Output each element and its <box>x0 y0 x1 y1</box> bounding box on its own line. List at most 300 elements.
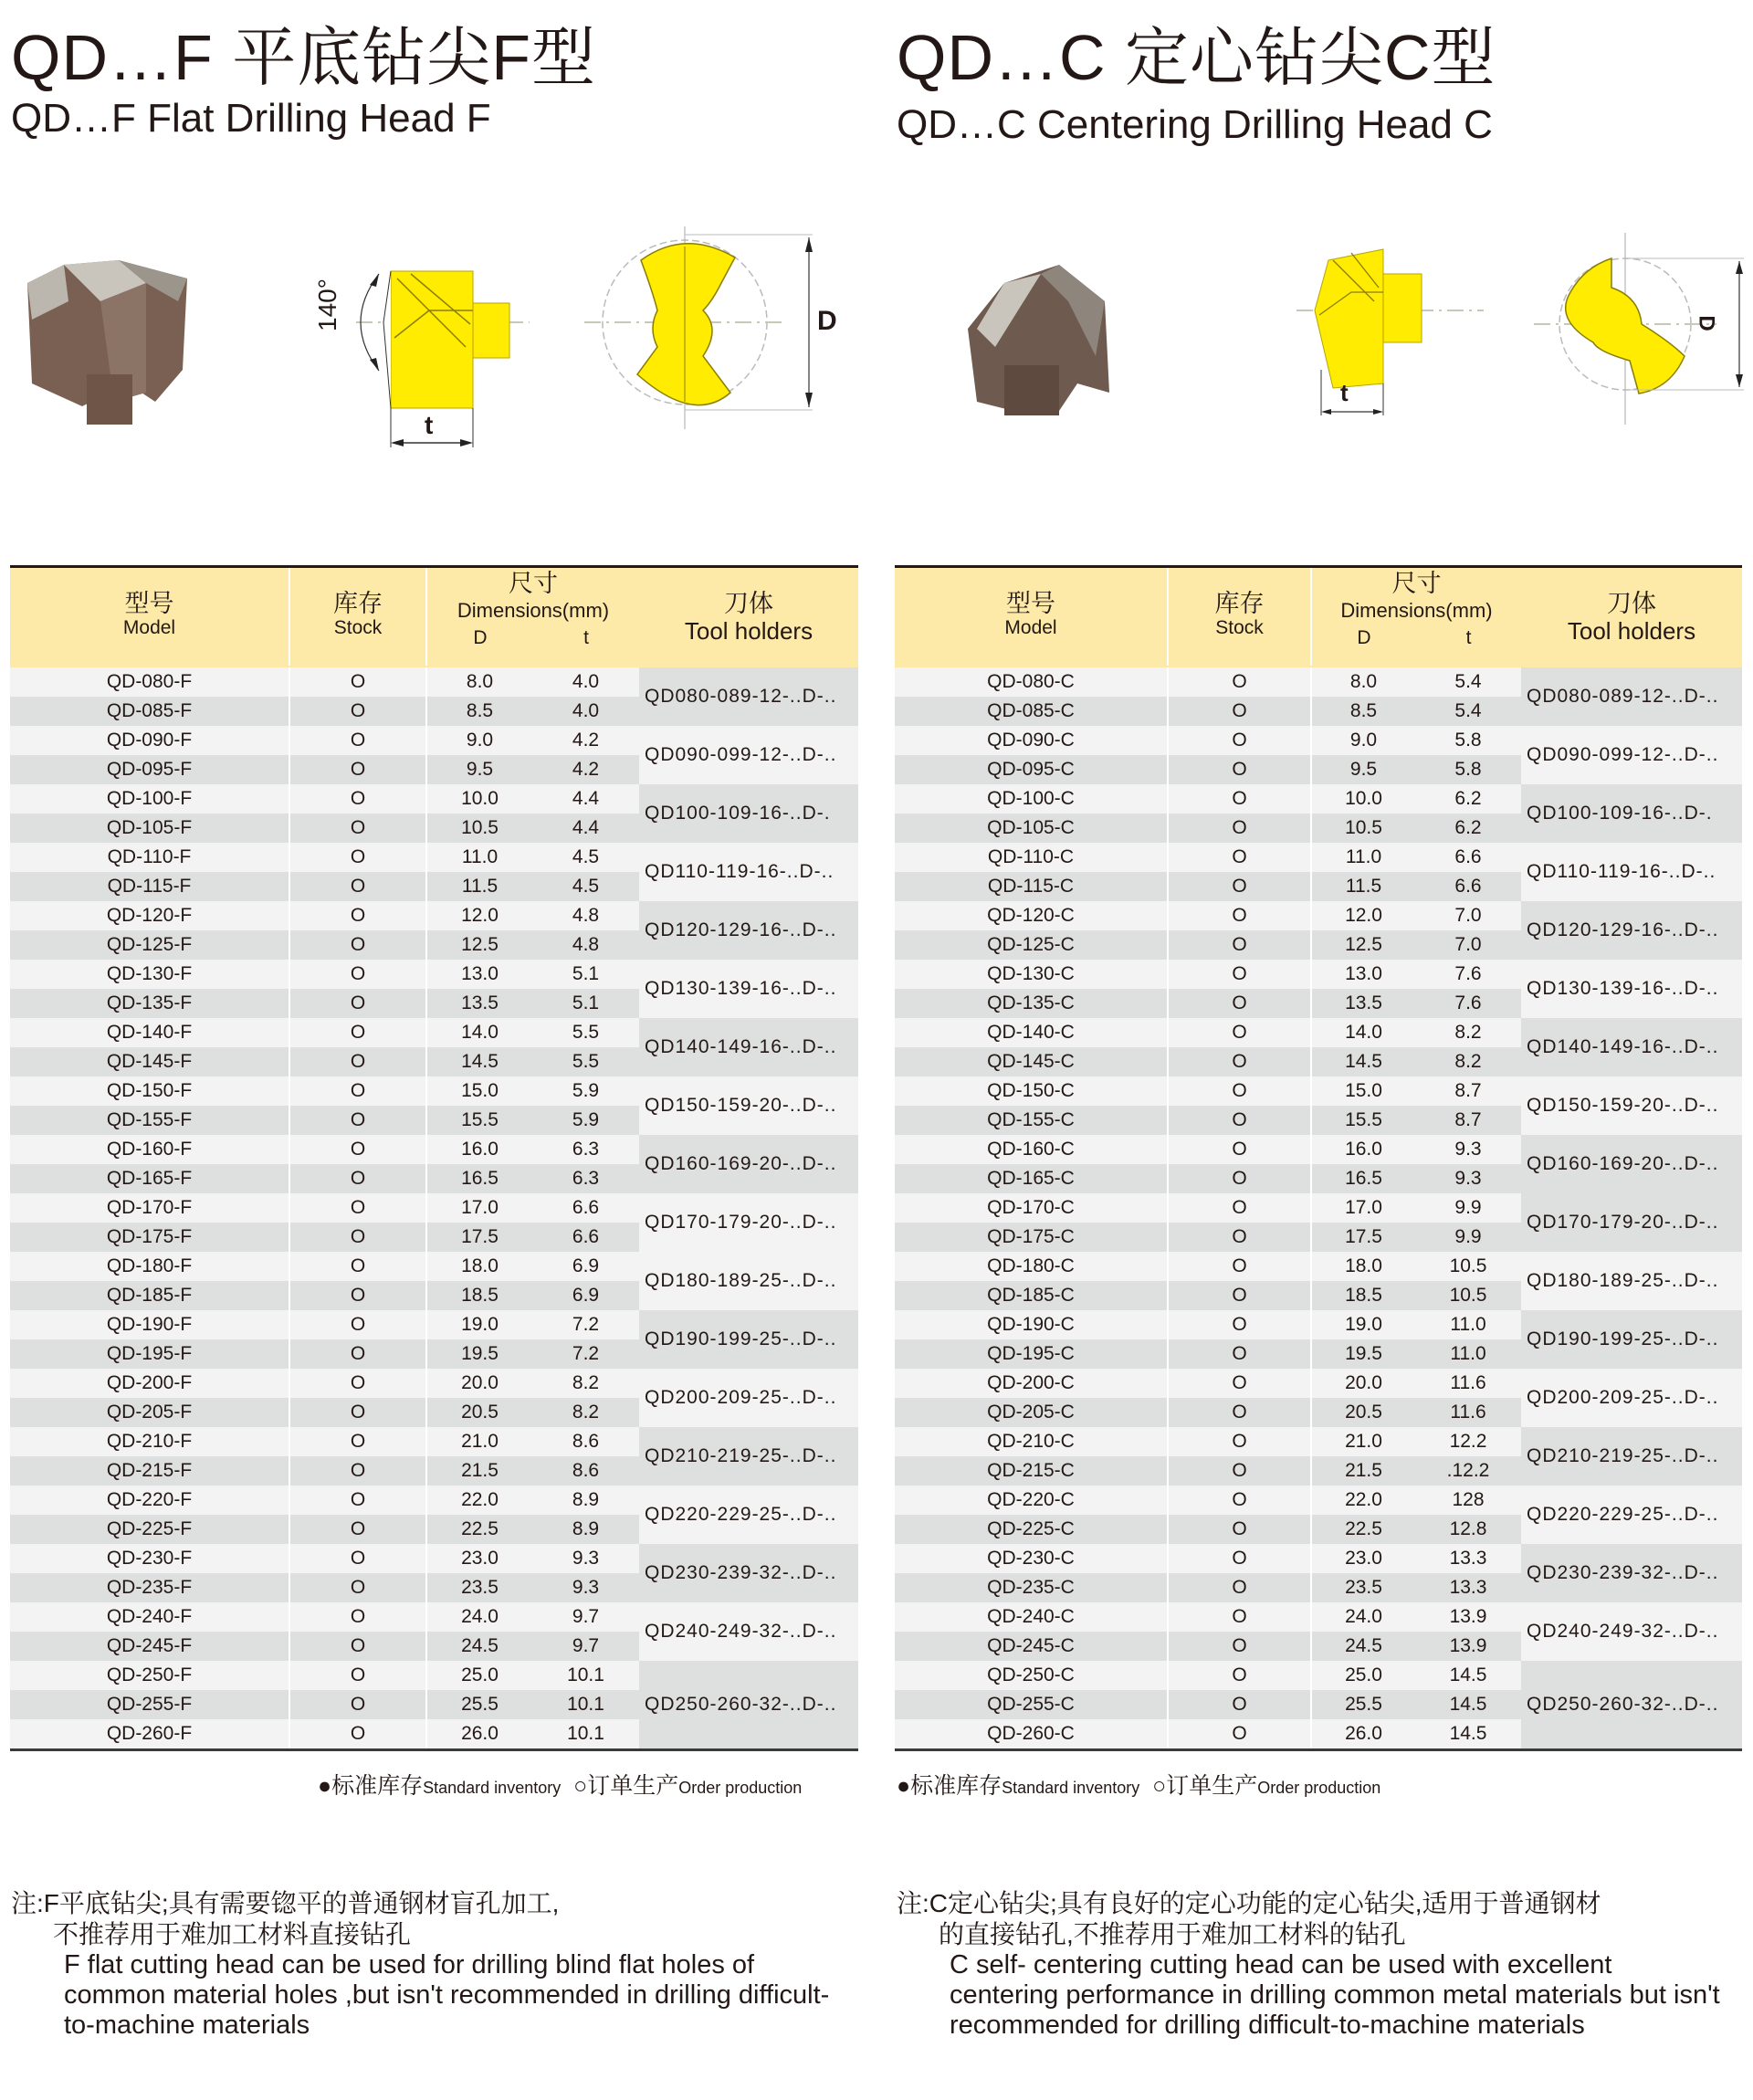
legend-filled-cn: 标准库存 <box>910 1773 1002 1799</box>
table-row <box>10 1339 639 1369</box>
d-dimension-label: D <box>1694 315 1719 331</box>
d-cell: 15.5 <box>425 1106 532 1135</box>
note-en: F flat cutting head can be used for drilling blind flat holes of common material holes ,but isn't recommended in drilling difficult-to-machine materials <box>64 1950 830 2040</box>
model-cell: QD-255-F <box>106 1694 193 1715</box>
t-cell: 128 <box>1452 1489 1485 1510</box>
model-cell: QD-205-F <box>106 1402 193 1423</box>
stock-cell: O <box>289 1193 425 1223</box>
table-row <box>10 1544 639 1573</box>
t-cell: 11.0 <box>1450 1314 1486 1335</box>
f-legend <box>318 1768 802 1801</box>
stock-cell: O <box>289 1369 425 1398</box>
t-cell: 5.9 <box>572 1109 600 1130</box>
stock-cell: O <box>1167 1690 1310 1719</box>
table-header <box>895 565 1742 667</box>
t-cell: 8.9 <box>572 1489 600 1510</box>
table-row <box>10 1252 639 1281</box>
stock-cell: O <box>289 930 425 960</box>
tool-header-en: Tool holders <box>1567 617 1696 645</box>
c-note <box>897 1888 1727 2041</box>
t-cell: 6.6 <box>1454 846 1482 867</box>
d-cell: 8.0 <box>1310 667 1415 697</box>
tool-holder-cell: QD250-260-32-..D-.. <box>1521 1661 1742 1748</box>
table-row <box>10 1369 639 1398</box>
model-cell: QD-235-C <box>987 1577 1075 1598</box>
d-cell: 10.5 <box>1310 814 1415 843</box>
f-product-photo <box>9 247 192 429</box>
d-cell: 25.0 <box>1310 1661 1415 1690</box>
d-cell: 19.5 <box>425 1339 532 1369</box>
table-row <box>10 726 639 755</box>
model-cell: QD-155-F <box>106 1109 193 1130</box>
table-row <box>10 1427 639 1456</box>
tool-holder-cell: QD240-249-32-..D-.. <box>639 1602 858 1661</box>
model-cell: QD-175-C <box>987 1226 1075 1247</box>
t-cell: 5.1 <box>572 992 600 1013</box>
model-cell: QD-150-C <box>987 1080 1075 1101</box>
d-cell: 24.0 <box>425 1602 532 1632</box>
t-cell: 5.5 <box>572 1051 600 1072</box>
t-cell: 9.7 <box>572 1635 600 1656</box>
c-spec-table <box>895 565 1742 1749</box>
stock-cell: O <box>1167 1427 1310 1456</box>
tool-holder-cell: QD110-119-16-..D-.. <box>1521 843 1742 901</box>
d-cell: 20.5 <box>1310 1398 1415 1427</box>
model-cell: QD-125-C <box>987 934 1075 955</box>
tool-holder-cell: QD130-139-16-..D-.. <box>1521 960 1742 1018</box>
stock-cell: O <box>289 726 425 755</box>
col-model <box>10 568 289 666</box>
stock-cell: O <box>1167 1369 1310 1398</box>
legend-open-cn: 订单生产 <box>1166 1773 1258 1799</box>
d-cell: 19.0 <box>1310 1310 1415 1339</box>
d-cell: 22.5 <box>1310 1515 1415 1544</box>
t-cell: 14.5 <box>1449 1694 1487 1715</box>
d-cell: 21.5 <box>1310 1456 1415 1486</box>
d-cell: 18.0 <box>425 1252 532 1281</box>
t-dimension-label: t <box>425 411 434 439</box>
t-cell: 4.0 <box>572 671 600 692</box>
model-cell: QD-080-F <box>106 671 193 692</box>
tool-holder-cell: QD140-149-16-..D-.. <box>639 1018 858 1076</box>
model-cell: QD-255-C <box>987 1694 1075 1715</box>
f-technical-drawing <box>292 219 858 457</box>
t-cell: 5.4 <box>1454 671 1482 692</box>
stock-cell: O <box>289 1310 425 1339</box>
stock-cell: O <box>289 1398 425 1427</box>
model-cell: QD-260-F <box>106 1723 193 1744</box>
d-cell: 25.0 <box>425 1661 532 1690</box>
stock-cell: O <box>289 1076 425 1106</box>
table-row <box>895 1281 1521 1310</box>
model-cell: QD-250-C <box>987 1664 1075 1685</box>
t-cell: 8.6 <box>572 1460 600 1481</box>
d-cell: 24.5 <box>1310 1632 1415 1661</box>
t-cell: 5.1 <box>572 963 600 984</box>
t-cell: 4.5 <box>572 876 600 897</box>
model-cell: QD-135-F <box>106 992 193 1013</box>
table-row <box>895 1369 1521 1398</box>
stock-cell: O <box>289 1661 425 1690</box>
d-cell: 22.5 <box>425 1515 532 1544</box>
table-row <box>10 1632 639 1661</box>
model-cell: QD-085-C <box>987 700 1075 721</box>
stock-cell: O <box>1167 697 1310 726</box>
model-cell: QD-150-F <box>106 1080 193 1101</box>
model-cell: QD-100-F <box>106 788 193 809</box>
d-cell: 12.5 <box>1310 930 1415 960</box>
tool-holder-cell: QD100-109-16-..D-. <box>639 784 858 843</box>
tool-holder-cell: QD120-129-16-..D-.. <box>1521 901 1742 960</box>
model-cell: QD-210-F <box>106 1431 193 1452</box>
table-row <box>10 1281 639 1310</box>
table-row <box>10 1486 639 1515</box>
tool-holder-cell: QD080-089-12-..D-.. <box>639 667 858 726</box>
t-header: t <box>1465 627 1472 648</box>
stock-cell: O <box>289 1252 425 1281</box>
col-dimensions <box>425 568 639 666</box>
tool-holder-cell: QD110-119-16-..D-.. <box>639 843 858 901</box>
t-cell: 9.3 <box>572 1548 600 1569</box>
stock-cell: O <box>1167 1281 1310 1310</box>
table-row <box>10 1135 639 1164</box>
t-cell: 5.9 <box>572 1080 600 1101</box>
table-row <box>10 1602 639 1632</box>
stock-header-cn: 库存 <box>1214 590 1265 617</box>
note-cn-line2: 不推荐用于难加工材料直接钻孔 <box>53 1920 412 1948</box>
f-type-title: QD…F 平底钻尖F型 <box>11 22 596 93</box>
d-cell: 10.0 <box>425 784 532 814</box>
tool-holder-cell: QD170-179-20-..D-.. <box>639 1193 858 1252</box>
t-cell: 4.4 <box>572 788 600 809</box>
tool-holder-cell: QD210-219-25-..D-.. <box>639 1427 858 1486</box>
table-row <box>895 901 1521 930</box>
t-cell: 4.8 <box>572 934 600 955</box>
c-product-photo <box>959 247 1123 420</box>
stock-cell: O <box>1167 1544 1310 1573</box>
table-row <box>895 1632 1521 1661</box>
stock-cell: O <box>1167 1106 1310 1135</box>
model-header-cn: 型号 <box>1006 590 1055 617</box>
model-cell: QD-140-F <box>106 1022 193 1043</box>
stock-cell: O <box>289 1544 425 1573</box>
model-cell: QD-085-F <box>106 700 193 721</box>
d-cell: 20.5 <box>425 1398 532 1427</box>
table-row <box>10 814 639 843</box>
d-cell: 24.5 <box>425 1632 532 1661</box>
stock-cell: O <box>289 1047 425 1076</box>
t-cell: 4.2 <box>572 759 600 780</box>
t-cell: 6.2 <box>1454 817 1482 838</box>
table-row <box>895 1252 1521 1281</box>
model-cell: QD-245-F <box>106 1635 193 1656</box>
tool-holder-cell: QD230-239-32-..D-.. <box>1521 1544 1742 1602</box>
model-cell: QD-165-F <box>106 1168 193 1189</box>
d-cell: 16.5 <box>1310 1164 1415 1193</box>
d-cell: 23.5 <box>425 1573 532 1602</box>
d-cell: 9.0 <box>1310 726 1415 755</box>
model-cell: QD-225-C <box>987 1518 1075 1539</box>
tool-holder-cell: QD180-189-25-..D-.. <box>1521 1252 1742 1310</box>
d-cell: 18.0 <box>1310 1252 1415 1281</box>
d-cell: 11.0 <box>425 843 532 872</box>
model-cell: QD-105-C <box>987 817 1075 838</box>
stock-cell: O <box>289 1135 425 1164</box>
t-cell: 9.9 <box>1454 1197 1482 1218</box>
table-row <box>10 1515 639 1544</box>
d-cell: 14.0 <box>425 1018 532 1047</box>
stock-cell: O <box>1167 1573 1310 1602</box>
d-cell: 20.0 <box>1310 1369 1415 1398</box>
model-cell: QD-205-C <box>987 1402 1075 1423</box>
t-header: t <box>583 627 589 648</box>
table-row <box>10 901 639 930</box>
table-row <box>895 1544 1521 1573</box>
d-cell: 12.5 <box>425 930 532 960</box>
c-type-subtitle: QD…C Centering Drilling Head C <box>897 102 1493 147</box>
open-circle-icon: ○ <box>1152 1773 1167 1799</box>
table-row <box>895 726 1521 755</box>
stock-cell: O <box>1167 1135 1310 1164</box>
table-row <box>895 1486 1521 1515</box>
model-header-en: Model <box>1004 617 1057 638</box>
table-row <box>895 1690 1521 1719</box>
stock-cell: O <box>289 1427 425 1456</box>
table-bottom-border <box>10 1748 858 1751</box>
t-cell: 4.5 <box>572 846 600 867</box>
table-row <box>895 1456 1521 1486</box>
t-cell: 9.3 <box>1454 1139 1482 1160</box>
tool-header-en: Tool holders <box>684 617 814 645</box>
model-cell: QD-095-F <box>106 759 193 780</box>
tool-holder-cell: QD100-109-16-..D-. <box>1521 784 1742 843</box>
t-cell: 7.0 <box>1454 905 1482 926</box>
t-cell: 6.9 <box>572 1255 600 1276</box>
legend-open-en: Order production <box>1257 1779 1381 1797</box>
open-circle-icon: ○ <box>573 1773 588 1799</box>
stock-cell: O <box>1167 1339 1310 1369</box>
tool-holder-cell: QD120-129-16-..D-.. <box>639 901 858 960</box>
model-cell: QD-095-C <box>987 759 1075 780</box>
stock-cell: O <box>289 697 425 726</box>
model-cell: QD-120-C <box>987 905 1075 926</box>
model-cell: QD-240-C <box>987 1606 1075 1627</box>
tool-holder-cell: QD090-099-12-..D-.. <box>639 726 858 784</box>
model-cell: QD-230-F <box>106 1548 193 1569</box>
angle-label: 140° <box>312 278 341 331</box>
t-cell: 13.3 <box>1449 1577 1487 1598</box>
table-row <box>895 989 1521 1018</box>
stock-cell: O <box>1167 901 1310 930</box>
d-cell: 26.0 <box>1310 1719 1415 1748</box>
table-bottom-border <box>895 1748 1742 1751</box>
d-cell: 25.5 <box>1310 1690 1415 1719</box>
col-model <box>895 568 1167 666</box>
model-cell: QD-145-C <box>987 1051 1075 1072</box>
stock-cell: O <box>1167 1193 1310 1223</box>
t-cell: 8.9 <box>572 1518 600 1539</box>
model-cell: QD-200-F <box>106 1372 193 1393</box>
t-cell: 5.8 <box>1454 730 1482 751</box>
stock-cell: O <box>289 1486 425 1515</box>
t-cell: 11.6 <box>1450 1402 1486 1423</box>
t-cell: 4.4 <box>572 817 600 838</box>
col-stock <box>289 568 425 666</box>
table-row <box>10 1690 639 1719</box>
table-row <box>895 930 1521 960</box>
table-row <box>10 1573 639 1602</box>
table-row <box>10 784 639 814</box>
t-cell: 9.9 <box>1454 1226 1482 1247</box>
model-cell: QD-215-C <box>987 1460 1075 1481</box>
table-row <box>895 1193 1521 1223</box>
t-cell: 6.3 <box>572 1139 600 1160</box>
d-cell: 11.5 <box>1310 872 1415 901</box>
tool-holder-cell: QD150-159-20-..D-.. <box>1521 1076 1742 1135</box>
table-row <box>10 1106 639 1135</box>
table-row <box>10 1047 639 1076</box>
d-cell: 13.0 <box>1310 960 1415 989</box>
stock-cell: O <box>1167 960 1310 989</box>
d-cell: 23.5 <box>1310 1573 1415 1602</box>
c-technical-drawing <box>1296 233 1753 434</box>
table-row <box>895 1427 1521 1456</box>
t-cell: 6.6 <box>572 1226 600 1247</box>
model-cell: QD-185-F <box>106 1285 193 1306</box>
d-cell: 20.0 <box>425 1369 532 1398</box>
stock-cell: O <box>289 667 425 697</box>
tool-holder-cell: QD140-149-16-..D-.. <box>1521 1018 1742 1076</box>
model-cell: QD-170-C <box>987 1197 1075 1218</box>
table-row <box>895 1310 1521 1339</box>
stock-cell: O <box>1167 1164 1310 1193</box>
model-cell: QD-110-F <box>107 846 192 867</box>
model-cell: QD-110-C <box>987 846 1075 867</box>
stock-cell: O <box>1167 1047 1310 1076</box>
stock-cell: O <box>1167 784 1310 814</box>
model-cell: QD-115-F <box>107 876 192 897</box>
tool-holder-cell: QD160-169-20-..D-.. <box>1521 1135 1742 1193</box>
table-row <box>10 1456 639 1486</box>
d-cell: 9.0 <box>425 726 532 755</box>
t-dimension-label: t <box>1340 379 1349 406</box>
stock-cell: O <box>289 784 425 814</box>
stock-cell: O <box>289 1106 425 1135</box>
d-cell: 18.5 <box>425 1281 532 1310</box>
filled-circle-icon: ● <box>318 1773 332 1799</box>
tool-holder-cell: QD160-169-20-..D-.. <box>639 1135 858 1193</box>
stock-header-en: Stock <box>333 617 383 638</box>
stock-cell: O <box>289 1515 425 1544</box>
stock-cell: O <box>289 1719 425 1748</box>
stock-cell: O <box>1167 872 1310 901</box>
table-row <box>10 1076 639 1106</box>
d-cell: 25.5 <box>425 1690 532 1719</box>
t-cell: 14.5 <box>1449 1723 1487 1744</box>
tool-holder-cell: QD250-260-32-..D-.. <box>639 1661 858 1748</box>
dimensions-header-en: Dimensions(mm) <box>457 599 610 622</box>
t-cell: 8.7 <box>1454 1080 1482 1101</box>
table-row <box>895 1661 1521 1690</box>
stock-cell: O <box>1167 1018 1310 1047</box>
tool-holder-cell: QD180-189-25-..D-.. <box>639 1252 858 1310</box>
t-cell: 8.7 <box>1454 1109 1482 1130</box>
tool-header-cn: 刀体 <box>724 590 773 617</box>
model-cell: QD-195-F <box>106 1343 193 1364</box>
stock-cell: O <box>289 843 425 872</box>
d-cell: 13.0 <box>425 960 532 989</box>
t-cell: 9.3 <box>1454 1168 1482 1189</box>
table-row <box>895 1047 1521 1076</box>
model-cell: QD-215-F <box>106 1460 193 1481</box>
d-cell: 15.5 <box>1310 1106 1415 1135</box>
table-row <box>895 1076 1521 1106</box>
tool-holder-cell: QD190-199-25-..D-.. <box>639 1310 858 1369</box>
stock-cell: O <box>1167 1398 1310 1427</box>
model-cell: QD-245-C <box>987 1635 1075 1656</box>
table-header <box>10 565 858 667</box>
d-cell: 14.0 <box>1310 1018 1415 1047</box>
d-cell: 8.0 <box>425 667 532 697</box>
model-cell: QD-240-F <box>106 1606 193 1627</box>
d-cell: 21.0 <box>1310 1427 1415 1456</box>
stock-cell: O <box>1167 1076 1310 1106</box>
c-type-title: QD…C 定心钻尖C型 <box>897 22 1496 93</box>
table-row <box>895 814 1521 843</box>
stock-cell: O <box>1167 1223 1310 1252</box>
stock-cell: O <box>289 1339 425 1369</box>
table-row <box>895 1573 1521 1602</box>
d-cell: 11.0 <box>1310 843 1415 872</box>
table-row <box>10 667 639 697</box>
model-cell: QD-260-C <box>987 1723 1075 1744</box>
t-cell: 5.8 <box>1454 759 1482 780</box>
table-row <box>10 1164 639 1193</box>
stock-cell: O <box>289 814 425 843</box>
stock-cell: O <box>289 960 425 989</box>
t-cell: 12.2 <box>1449 1431 1487 1452</box>
stock-cell: O <box>1167 1632 1310 1661</box>
d-dimension-label: D <box>817 306 837 336</box>
legend-filled-en: Standard inventory <box>423 1779 562 1797</box>
t-cell: 10.1 <box>567 1694 604 1715</box>
legend-open-cn: 订单生产 <box>587 1773 679 1799</box>
stock-cell: O <box>1167 1719 1310 1748</box>
table-row <box>895 1018 1521 1047</box>
stock-cell: O <box>1167 1456 1310 1486</box>
stock-cell: O <box>1167 726 1310 755</box>
model-cell: QD-115-C <box>987 876 1075 897</box>
table-row <box>895 697 1521 726</box>
model-cell: QD-155-C <box>987 1109 1075 1130</box>
table-row <box>10 960 639 989</box>
table-row <box>10 1018 639 1047</box>
stock-cell: O <box>289 1573 425 1602</box>
t-cell: 7.6 <box>1454 992 1482 1013</box>
f-note <box>11 1888 860 2041</box>
d-cell: 9.5 <box>425 755 532 784</box>
stock-cell: O <box>289 1281 425 1310</box>
table-row <box>895 1339 1521 1369</box>
table-row <box>895 1135 1521 1164</box>
col-tool-holders <box>639 568 858 666</box>
t-cell: 4.8 <box>572 905 600 926</box>
stock-cell: O <box>1167 1661 1310 1690</box>
model-cell: QD-170-F <box>106 1197 193 1218</box>
t-cell: 13.9 <box>1449 1606 1487 1627</box>
d-cell: 23.0 <box>1310 1544 1415 1573</box>
stock-cell: O <box>289 1223 425 1252</box>
